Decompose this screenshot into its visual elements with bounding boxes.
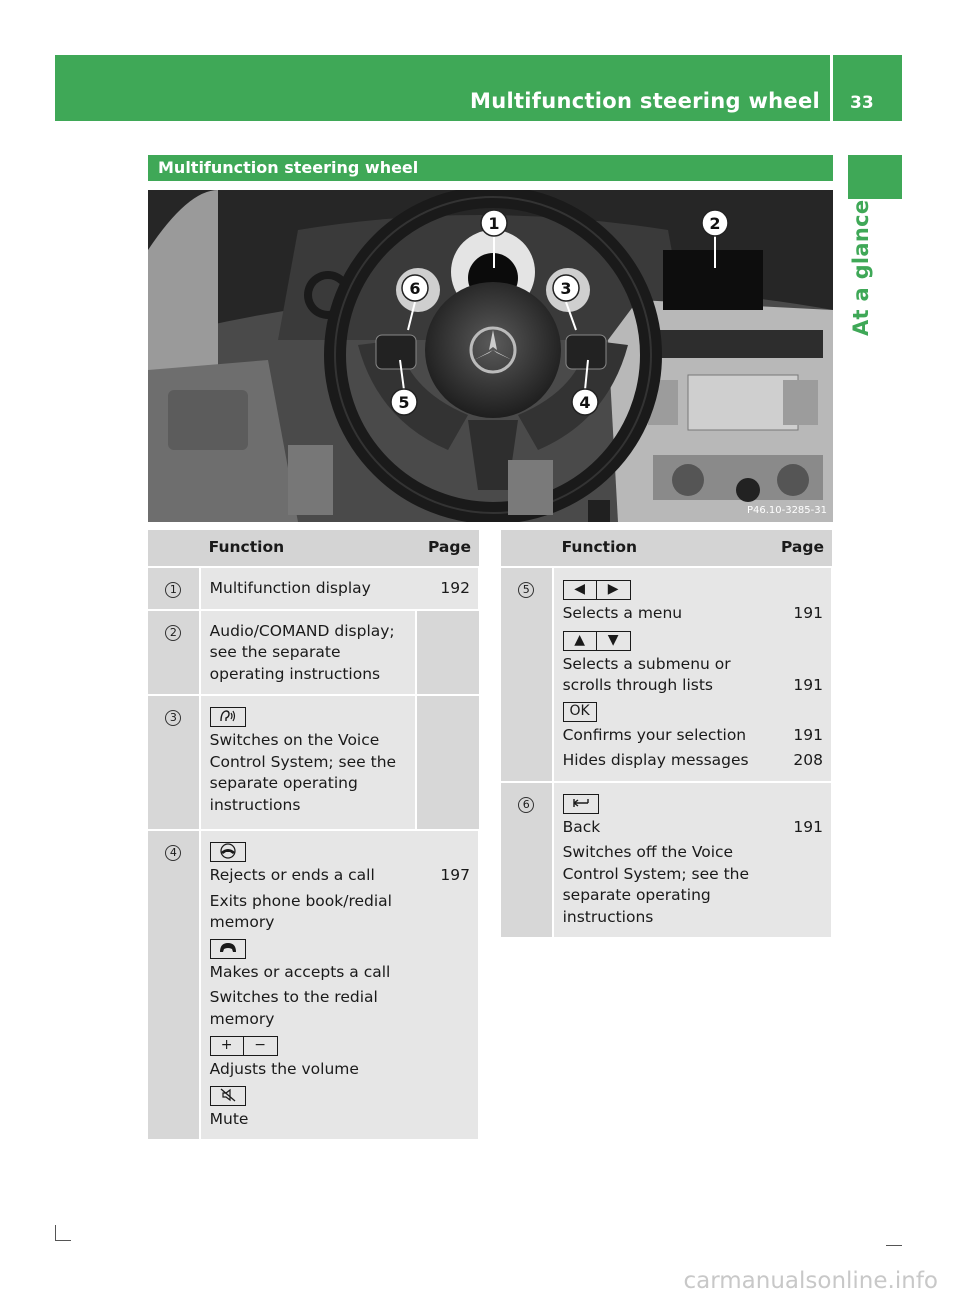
- item-number: 6: [518, 797, 534, 813]
- side-tab-label: At a glance: [849, 199, 873, 336]
- header-number-col: [148, 530, 200, 567]
- crop-mark: [55, 1225, 56, 1241]
- svg-text:2: 2: [709, 214, 721, 233]
- steering-wheel-photo: [148, 190, 833, 522]
- header-page: Page: [769, 530, 832, 567]
- svg-text:6: 6: [409, 279, 421, 298]
- table-row: [148, 830, 479, 1139]
- item-number: 5: [518, 582, 534, 598]
- right-arrow-key: ▶: [597, 580, 631, 600]
- table-row: [501, 782, 832, 938]
- entry-text: Rejects or ends a call: [209, 866, 375, 884]
- entry-text: Makes or accepts a call: [209, 962, 391, 981]
- header-title: Multifunction steering wheel: [470, 89, 820, 113]
- header-number-col: [501, 530, 553, 567]
- page-ref: 191: [793, 817, 823, 836]
- item-number-cell: [148, 610, 200, 696]
- page-ref: 197: [440, 866, 470, 884]
- entry-row: [563, 817, 831, 839]
- page-ref: 191: [793, 676, 823, 694]
- entry-text: Exits phone book/redial memory: [209, 891, 392, 931]
- entry-text: Hides display messages: [562, 751, 749, 769]
- callout-3: [553, 275, 579, 301]
- entry-row: [563, 750, 831, 772]
- page-number: 33: [850, 93, 874, 113]
- volume-down-key: −: [244, 1036, 278, 1056]
- function-cell: [200, 610, 416, 696]
- entry-text: Audio/COMAND display; see the separate operating instructions: [209, 621, 395, 683]
- item-number-cell: [148, 830, 200, 1139]
- watermark: carmanualsonline.info: [683, 1268, 938, 1294]
- callout-1: [481, 210, 507, 236]
- svg-text:4: 4: [579, 393, 591, 412]
- svg-text:3: 3: [560, 279, 572, 298]
- up-down-keys: [563, 631, 631, 651]
- entry-text: Confirms your selection: [562, 725, 747, 744]
- function-cell: [200, 567, 479, 610]
- ok-key: OK: [563, 702, 597, 722]
- entry-text: Selects a submenu or scrolls through lists: [562, 654, 731, 694]
- callout-4: [572, 389, 598, 415]
- entry-text: Selects a menu: [562, 604, 683, 622]
- voice-control-icon: [210, 707, 246, 727]
- function-cell: [200, 830, 479, 1139]
- callout-2: [702, 210, 728, 236]
- svg-text:5: 5: [398, 393, 410, 412]
- entry-row: [563, 603, 831, 625]
- entry-text: Mute: [209, 1109, 249, 1128]
- table-header-row: [501, 530, 832, 567]
- entry-text: Adjusts the volume: [209, 1060, 359, 1078]
- svg-text:1: 1: [488, 214, 500, 233]
- page-cell: [416, 610, 479, 696]
- entry-text: Multifunction display: [209, 579, 371, 597]
- page-ref: 192: [440, 579, 470, 597]
- entry-text: Switches off the Voice Control System; see the separate operating instructions: [562, 843, 750, 926]
- left-arrow-key: ◀: [563, 580, 597, 600]
- item-number: 2: [165, 625, 181, 641]
- up-arrow-key: ▲: [563, 631, 597, 651]
- left-right-keys: [563, 580, 631, 600]
- section-title: Multifunction steering wheel: [158, 158, 419, 177]
- callout-5: [391, 389, 417, 415]
- volume-up-key: +: [210, 1036, 244, 1056]
- table-row: [148, 567, 479, 610]
- page-ref: 191: [793, 604, 823, 622]
- item-number: 3: [165, 710, 181, 726]
- side-tab-marker: [848, 155, 902, 199]
- volume-keys: [210, 1036, 278, 1056]
- table-row: [148, 610, 479, 696]
- function-table-right: [501, 530, 833, 937]
- entry-row: [210, 578, 478, 600]
- header-function: Function: [553, 530, 769, 567]
- item-number: 1: [165, 582, 181, 598]
- table-row: [501, 567, 832, 782]
- image-reference-code: P46.10-3285-31: [746, 505, 827, 516]
- mute-icon: [210, 1086, 246, 1106]
- down-arrow-key: ▼: [597, 631, 631, 651]
- item-number-cell: [148, 695, 200, 830]
- cockpit-illustration: [148, 190, 833, 522]
- page-cell: [416, 695, 479, 830]
- item-number-cell: [501, 567, 553, 782]
- section-heading: [148, 155, 833, 181]
- function-cell: [200, 695, 416, 830]
- header-page: Page: [416, 530, 479, 567]
- crop-mark: [55, 1240, 71, 1241]
- header-function: Function: [200, 530, 416, 567]
- item-number-cell: [501, 782, 553, 938]
- function-table-left: [148, 530, 480, 1139]
- item-number: 4: [165, 845, 181, 861]
- back-icon: [563, 794, 599, 814]
- entry-text: Back: [562, 817, 601, 836]
- accept-call-icon: [210, 939, 246, 959]
- page-header: [55, 55, 902, 121]
- table-row: [148, 695, 479, 830]
- function-cell: [553, 782, 832, 938]
- end-call-icon: [210, 842, 246, 862]
- item-number-cell: [148, 567, 200, 610]
- entry-text: Switches to the redial memory: [209, 988, 378, 1028]
- table-header-row: [148, 530, 479, 567]
- page-ref: 191: [793, 725, 823, 744]
- function-cell: [553, 567, 832, 782]
- crop-mark: [886, 1245, 902, 1246]
- entry-text: Switches on the Voice Control System; see the separate operating instructions: [209, 731, 397, 814]
- entry-row: [563, 654, 831, 697]
- header-divider: [830, 55, 833, 121]
- entry-row: [563, 725, 831, 747]
- callout-6: [402, 275, 428, 301]
- entry-row: [210, 865, 478, 887]
- page-ref: 208: [793, 751, 823, 769]
